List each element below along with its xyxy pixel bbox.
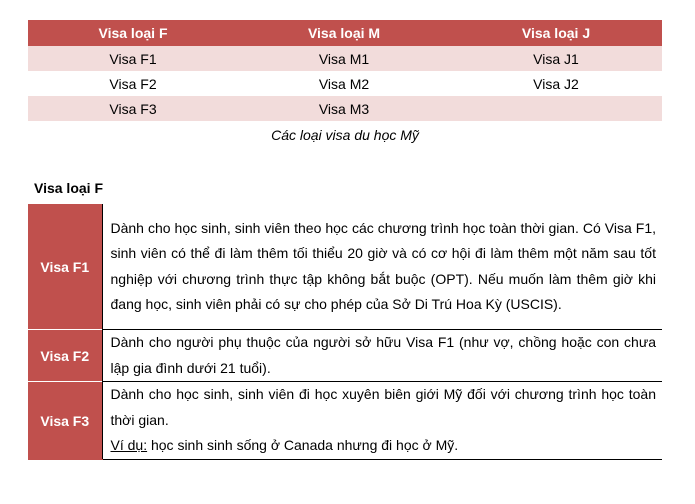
summary-header-row [28, 20, 662, 46]
example-text: học sinh sinh sống ở Canada nhưng đi học ở Mỹ. [147, 437, 459, 454]
summary-cell: Visa F3 [28, 96, 238, 121]
example-label: Ví dụ: [110, 437, 148, 454]
summary-row [28, 96, 662, 121]
summary-header-m: Visa loại M [238, 20, 450, 46]
summary-cell: Visa F1 [28, 46, 238, 71]
summary-cell [450, 96, 662, 121]
detail-label: Visa F2 [28, 330, 102, 382]
detail-description: Dành cho học sinh, sinh viên theo học các chương trình học toàn thời gian. Có Visa F1, sinh viên có thể đi làm thêm tối thiểu 20 giờ và có cơ hội đi làm thêm một năm sau tốt nghiệp với chương trình thực tập không bắt buộc (OPT). Nếu muốn làm thêm giờ khi đang học, sinh viên phải có sự cho phép của Sở Di Trú Hoa Kỳ (USCIS). [102, 204, 662, 330]
summary-row [28, 46, 662, 71]
detail-row [28, 330, 662, 382]
detail-description: Dành cho người phụ thuộc của người sở hữu Visa F1 (như vợ, chồng hoặc con chưa lập gia đình dưới 21 tuổi). [102, 330, 662, 382]
summary-caption: Các loại visa du học Mỹ [271, 127, 419, 143]
summary-row [28, 71, 662, 96]
summary-cell: Visa M3 [238, 96, 450, 121]
summary-cell: Visa J2 [533, 75, 579, 92]
detail-description-block [102, 382, 662, 460]
detail-row [28, 382, 662, 460]
detail-description: Dành cho học sinh, sinh viên đi học xuyên biên giới Mỹ đối với chương trình học toàn thời gian. [110, 386, 656, 428]
summary-header-j: Visa loại J [450, 20, 662, 46]
summary-cell: Visa F2 [109, 75, 157, 92]
visa-summary-table [28, 20, 662, 121]
example-line [111, 433, 657, 459]
summary-cell: Visa J1 [450, 46, 662, 71]
section-title: Visa loại F [34, 180, 103, 196]
summary-cell: Visa M2 [318, 75, 370, 92]
summary-header-f: Visa loại F [28, 20, 238, 46]
summary-cell: Visa M1 [238, 46, 450, 71]
detail-label: Visa F1 [28, 204, 102, 330]
detail-row [28, 204, 662, 330]
visa-f-detail-table [28, 204, 662, 460]
detail-label: Visa F3 [28, 382, 102, 460]
